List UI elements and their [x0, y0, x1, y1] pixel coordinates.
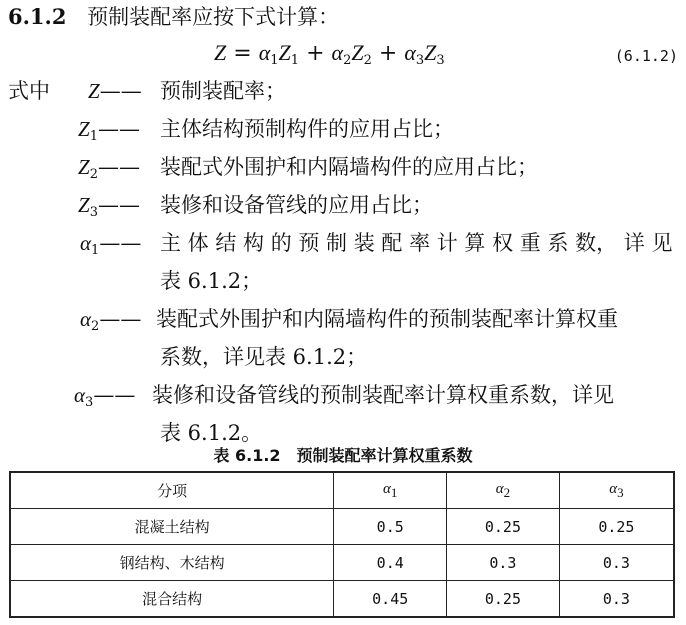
eq-coef-2: α — [331, 40, 344, 65]
alpha-symbol: α — [383, 480, 391, 497]
where-item-z2 — [78, 152, 140, 190]
equation — [214, 38, 445, 76]
eq-var-1: Z — [278, 40, 291, 65]
eq-coef-sub-2: 2 — [343, 53, 352, 68]
where-def: 装配式外围护和内隔墙构件的应用占比； — [160, 155, 538, 179]
where-dash: —— — [97, 117, 140, 141]
eq-equals: = — [233, 41, 252, 66]
table-header-row — [10, 472, 674, 509]
where-sym: α — [80, 307, 92, 331]
table-cell-value: 0.3 — [559, 581, 674, 618]
where-dash: —— — [97, 193, 140, 217]
table-row — [10, 545, 674, 581]
where-item-alpha1 — [80, 228, 141, 266]
table-header-cell — [559, 472, 674, 509]
equation-number: (6.1.2) — [614, 47, 678, 65]
where-item-z1 — [78, 114, 140, 152]
table-caption: 表 6.1.2 预制装配率计算权重系数 — [213, 446, 473, 465]
where-dash: —— — [93, 383, 136, 407]
where-def-cont: 表 6.1.2； — [160, 269, 263, 293]
where-sub: 1 — [91, 243, 100, 258]
where-sub: 1 — [89, 129, 98, 144]
where-sym: Z — [78, 117, 90, 141]
where-item-z — [88, 76, 142, 106]
where-def: 主体结构预制构件的应用占比； — [160, 117, 454, 141]
where-sym: Z — [78, 155, 90, 179]
eq-var-3: Z — [424, 40, 437, 65]
section-heading — [8, 2, 339, 32]
table-cell-category: 钢结构、木结构 — [10, 545, 334, 581]
where-def: 主 体 结 构 的 预 制 装 配 率 计 算 权 重 系 数， 详 见 — [160, 231, 673, 255]
table-cell-value: 0.3 — [447, 545, 560, 581]
where-def-cont: 表 6.1.2。 — [160, 421, 263, 445]
table-header-cell — [334, 472, 447, 509]
where-sub: 3 — [85, 395, 94, 410]
section-text: 预制装配率应按下式计算： — [87, 5, 340, 29]
where-sub: 2 — [91, 319, 100, 334]
table-cell-category: 混合结构 — [10, 581, 334, 618]
eq-lhs: Z — [214, 40, 227, 65]
eq-plus-1: + — [306, 41, 325, 66]
section-number: 6.1.2 — [8, 4, 67, 29]
table-cell-value: 0.4 — [334, 545, 447, 581]
table-row — [10, 581, 674, 618]
table-header-cell: 分项 — [10, 472, 334, 509]
table-cell-value: 0.3 — [559, 545, 674, 581]
eq-plus-2: + — [378, 41, 398, 66]
where-item-z3 — [78, 190, 140, 228]
eq-coef-sub-1: 1 — [270, 53, 279, 68]
weight-table — [9, 471, 675, 618]
where-def-cont: 系数，详见表 6.1.2； — [160, 345, 368, 369]
where-sub: 2 — [89, 167, 98, 182]
where-sym: α — [74, 383, 86, 407]
table-row — [10, 509, 674, 545]
where-sym: α — [80, 231, 92, 255]
where-label: 式中 — [8, 79, 50, 103]
table-header-cell — [447, 472, 560, 509]
eq-coef-sub-3: 3 — [415, 53, 425, 68]
alpha-subscript: 1 — [390, 484, 398, 500]
table-cell-category: 混凝土结构 — [10, 509, 334, 545]
eq-var-2: Z — [351, 40, 364, 65]
alpha-subscript: 2 — [503, 484, 511, 500]
where-def: 预制装配率； — [160, 79, 286, 103]
where-dash: —— — [97, 155, 140, 179]
table-cell-value: 0.25 — [447, 581, 560, 618]
table-cell-value: 0.5 — [334, 509, 447, 545]
where-def: 装配式外围护和内隔墙构件的预制装配率计算权重 — [156, 307, 618, 331]
eq-var-sub-2: 2 — [363, 53, 372, 68]
eq-coef-1: α — [258, 40, 271, 65]
eq-var-sub-3: 3 — [436, 53, 445, 68]
where-sub: 3 — [89, 205, 98, 220]
where-item-alpha3 — [74, 380, 135, 418]
where-sym: Z — [88, 79, 100, 103]
where-sym: Z — [78, 193, 90, 217]
table-cell-value: 0.25 — [559, 509, 674, 545]
eq-coef-3: α — [404, 40, 416, 65]
eq-var-sub-1: 1 — [290, 53, 300, 68]
table-cell-value: 0.25 — [447, 509, 560, 545]
alpha-symbol: α — [609, 480, 618, 497]
alpha-symbol: α — [495, 480, 504, 497]
table-cell-value: 0.45 — [334, 581, 447, 618]
where-dash: —— — [99, 307, 142, 331]
where-item-alpha2 — [80, 304, 141, 342]
where-def: 装修和设备管线的应用占比； — [160, 193, 433, 217]
alpha-subscript: 3 — [617, 484, 624, 500]
where-def: 装修和设备管线的预制装配率计算权重系数，详见 — [152, 383, 614, 407]
where-dash: —— — [99, 79, 142, 103]
where-dash: —— — [99, 231, 142, 255]
